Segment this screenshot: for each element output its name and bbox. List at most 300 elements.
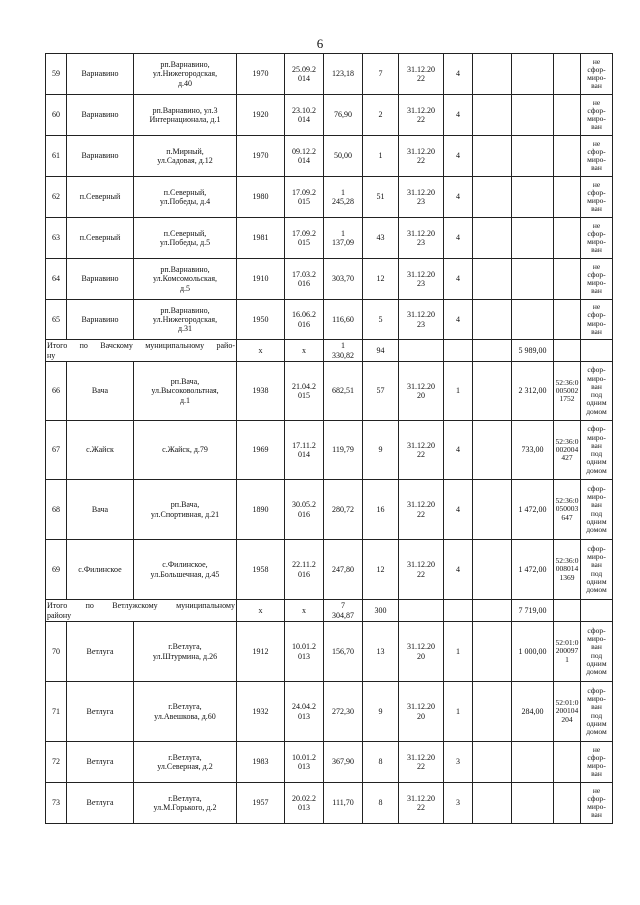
row-number-line: 71	[52, 706, 60, 716]
settlement	[67, 421, 134, 480]
address-line: ул.Авешкова, д.60	[154, 711, 216, 721]
empty-cell	[473, 136, 512, 177]
row-number-line: 64	[52, 274, 60, 284]
cadastral-number	[554, 480, 581, 540]
settlement	[67, 540, 134, 600]
address-line: с.Филинское,	[162, 560, 208, 570]
total-land-area	[512, 340, 554, 362]
land-status-line: сфор-	[587, 752, 606, 762]
page-number: 6	[316, 36, 324, 51]
land-status-line: ван	[591, 245, 602, 255]
total-label-line: ну	[47, 350, 56, 360]
settlement	[67, 95, 134, 136]
reason-code	[444, 682, 473, 742]
build-year	[237, 300, 285, 340]
resettlement-term-line: 31.12.20	[407, 752, 435, 762]
residents-count-line: 9	[378, 445, 383, 455]
land-status-line: сфор-	[587, 424, 606, 434]
area	[324, 622, 363, 682]
address	[134, 421, 237, 480]
address	[134, 362, 237, 421]
row-number	[46, 136, 67, 177]
residents-count	[363, 742, 399, 783]
land-status-line: миро-	[587, 114, 606, 123]
empty-cell	[554, 340, 581, 362]
build-year	[237, 136, 285, 177]
residents-count	[363, 300, 399, 340]
land-area	[512, 136, 554, 177]
cadastral-number-line: 200104	[555, 706, 579, 716]
empty-cell	[473, 95, 512, 136]
area-line: 1	[341, 228, 345, 238]
cadastral-number	[554, 54, 581, 95]
cadastral-number-line: 647	[561, 512, 573, 522]
land-status	[581, 682, 613, 742]
reason-code	[444, 259, 473, 300]
land-status-line: не	[592, 744, 601, 754]
area-line: 76,90	[334, 110, 352, 120]
area	[324, 177, 363, 218]
land-area	[512, 742, 554, 783]
address	[134, 259, 237, 300]
reason-code-line: 4	[456, 233, 460, 243]
land-status-line: миро-	[587, 432, 606, 442]
recognition-date-line: 17.11.2	[292, 440, 316, 450]
area-line: 111,70	[332, 798, 354, 808]
resettlement-term	[399, 259, 444, 300]
area-line: 123,18	[332, 69, 354, 79]
area	[324, 421, 363, 480]
residents-count	[363, 421, 399, 480]
area-line: 137,09	[332, 238, 354, 247]
empty-cell	[399, 600, 444, 622]
land-status-line: не	[592, 261, 601, 271]
cadastral-number	[554, 682, 581, 742]
recognition-date	[285, 622, 324, 682]
land-status-line: сфор-	[587, 793, 606, 803]
land-area	[512, 682, 554, 742]
empty-cell	[473, 362, 512, 421]
empty-cell	[473, 218, 512, 259]
reason-code-line: 4	[456, 564, 460, 574]
build-year	[237, 218, 285, 259]
recognition-date	[285, 742, 324, 783]
cadastral-number-line: 52:01:0	[555, 638, 579, 648]
cadastral-number-line: 52:36:0	[555, 377, 579, 387]
land-area-line: 733,00	[521, 445, 544, 455]
land-status	[581, 136, 613, 177]
recognition-date-line: 30.05.2	[292, 500, 316, 510]
cadastral-number-line: 008014	[555, 564, 579, 574]
reason-code	[444, 177, 473, 218]
build-year-line: 1957	[252, 798, 269, 808]
empty-cell	[473, 300, 512, 340]
cadastral-number	[554, 421, 581, 480]
total-label-line: району	[47, 610, 72, 620]
land-status-line: одним	[586, 516, 607, 526]
land-status-line: под	[590, 710, 603, 720]
land-status	[581, 742, 613, 783]
residents-count-line: 9	[378, 706, 383, 716]
cadastral-number	[554, 540, 581, 600]
recognition-date	[285, 480, 324, 540]
resettlement-term-line: 22	[417, 74, 425, 83]
residents-count	[363, 95, 399, 136]
resettlement-term-line: 20	[417, 711, 425, 721]
address-line: рп.Вача,	[170, 500, 200, 510]
total-area-line: 7	[341, 601, 345, 611]
cadastral-number	[554, 742, 581, 783]
reason-code	[444, 421, 473, 480]
settlement	[67, 54, 134, 95]
resettlement-term-line: 22	[417, 803, 425, 812]
row-number-line: 63	[52, 233, 60, 243]
table-row	[46, 300, 613, 340]
address-line: д.40	[177, 78, 193, 88]
reason-code-line: 4	[456, 504, 460, 514]
land-status-line: сфор-	[587, 146, 606, 156]
recognition-date-line: 014	[298, 156, 310, 165]
land-status	[581, 95, 613, 136]
address-line: г.Ветлуга,	[168, 752, 202, 762]
address	[134, 480, 237, 540]
empty-cell	[581, 600, 613, 622]
resettlement-term	[399, 136, 444, 177]
empty-cell	[473, 421, 512, 480]
row-number	[46, 54, 67, 95]
table-row	[46, 421, 613, 480]
address-line: г.Ветлуга,	[168, 793, 202, 803]
address-line: с.Жайск, д.79	[162, 445, 208, 455]
row-number-line: 62	[52, 192, 60, 202]
empty-cell	[473, 177, 512, 218]
cadastral-number	[554, 783, 581, 824]
recognition-date	[285, 540, 324, 600]
settlement-line: Варнавино	[81, 110, 119, 120]
residents-count	[363, 480, 399, 540]
resettlement-term-line: 23	[417, 319, 425, 329]
total-residents	[363, 340, 399, 362]
land-status-line: миро-	[587, 634, 606, 643]
land-status-line: миро-	[587, 73, 606, 82]
row-number-line: 60	[52, 110, 60, 120]
residents-count-line: 43	[376, 233, 385, 243]
row-number	[46, 421, 67, 480]
land-status-line: не	[592, 785, 601, 795]
land-area	[512, 783, 554, 824]
empty-cell	[473, 742, 512, 783]
recognition-date-line: 16.06.2	[292, 310, 316, 320]
settlement-line: Ветлуга	[86, 646, 114, 656]
address-line: ул.Большечная, д.45	[150, 569, 220, 579]
residents-count-line: 12	[376, 274, 385, 284]
address-line: рп.Варнавино, ул.3	[152, 105, 218, 115]
resettlement-term	[399, 682, 444, 742]
table-row	[46, 218, 613, 259]
address-line: д.5	[179, 283, 191, 293]
land-status-line: одним	[586, 658, 607, 668]
area-line: 280,72	[332, 504, 354, 514]
resettlement-term-line: 31.12.20	[407, 642, 435, 652]
row-number-line: 59	[52, 69, 60, 79]
residents-count	[363, 682, 399, 742]
resettlement-term-line: 23	[417, 279, 425, 288]
area	[324, 136, 363, 177]
reason-code	[444, 480, 473, 540]
recognition-date-line: 014	[298, 115, 310, 124]
recognition-date-line: 013	[298, 803, 310, 812]
address	[134, 177, 237, 218]
recognition-date-line: 016	[298, 569, 310, 579]
total-row	[46, 600, 613, 622]
reason-code	[444, 95, 473, 136]
address	[134, 95, 237, 136]
settlement	[67, 300, 134, 340]
residents-count-line: 8	[378, 798, 383, 808]
resettlement-term-line: 22	[417, 450, 425, 459]
reason-code	[444, 362, 473, 421]
empty-cell	[473, 783, 512, 824]
settlement-line: Варнавино	[81, 314, 119, 324]
land-status	[581, 218, 613, 259]
total-year	[237, 600, 285, 622]
recognition-date-line: 17.09.2	[292, 187, 316, 197]
cadastral-number-line: 52:01:0	[555, 698, 579, 708]
build-year-line: 1950	[252, 314, 269, 324]
land-status-line: сфор-	[587, 105, 606, 115]
residents-count	[363, 783, 399, 824]
total-label	[46, 600, 237, 622]
recognition-date	[285, 259, 324, 300]
build-year-line: 1981	[252, 233, 269, 243]
settlement	[67, 742, 134, 783]
reason-code	[444, 300, 473, 340]
build-year	[237, 622, 285, 682]
address	[134, 54, 237, 95]
land-area-line: 1 000,00	[518, 646, 547, 656]
build-year-line: 1890	[252, 504, 269, 514]
area	[324, 362, 363, 421]
area-line: 119,79	[332, 445, 354, 455]
resettlement-term	[399, 742, 444, 783]
area-line: 245,28	[332, 197, 354, 206]
land-status	[581, 300, 613, 340]
land-status-line: ван	[591, 122, 602, 132]
recognition-date-line: 10.01.2	[292, 642, 316, 652]
area-line: 367,90	[332, 757, 354, 767]
address	[134, 136, 237, 177]
build-year	[237, 421, 285, 480]
row-number	[46, 218, 67, 259]
land-status-line: ван	[591, 381, 602, 391]
land-status-line: ван	[591, 769, 602, 779]
settlement-line: Варнавино	[81, 274, 119, 284]
land-status-line: миро-	[587, 237, 606, 246]
total-area	[324, 340, 363, 362]
address-line: п.Северный,	[163, 228, 207, 238]
row-number-line: 73	[52, 798, 60, 808]
residents-count-line: 13	[376, 646, 385, 656]
land-status	[581, 54, 613, 95]
empty-cell	[473, 600, 512, 622]
residents-count-line: 1	[378, 151, 383, 161]
resettlement-term	[399, 95, 444, 136]
land-status-line: не	[592, 56, 601, 66]
total-residents	[363, 600, 399, 622]
resettlement-term-line: 31.12.20	[407, 793, 435, 803]
resettlement-term-line: 31.12.20	[407, 500, 435, 510]
land-status-line: сфор-	[587, 64, 606, 74]
land-status	[581, 622, 613, 682]
settlement-line: Ветлуга	[86, 757, 114, 767]
cadastral-number-line: 52:36:0	[555, 556, 579, 566]
recognition-date	[285, 54, 324, 95]
cadastral-number	[554, 136, 581, 177]
total-year	[237, 340, 285, 362]
area	[324, 783, 363, 824]
land-area	[512, 95, 554, 136]
land-status-line: миро-	[587, 492, 606, 501]
land-status	[581, 362, 613, 421]
land-status-line: одним	[586, 398, 607, 408]
recognition-date-line: 016	[298, 319, 310, 329]
row-number	[46, 682, 67, 742]
recognition-date-line: 20.02.2	[292, 793, 316, 803]
land-status-line: сфор-	[587, 483, 606, 493]
resettlement-term	[399, 177, 444, 218]
land-area	[512, 177, 554, 218]
build-year-line: 1970	[252, 69, 269, 79]
address-line: ул.Северная, д.2	[157, 762, 213, 771]
build-year	[237, 259, 285, 300]
land-status-line: домом	[586, 585, 607, 594]
empty-cell	[473, 540, 512, 600]
empty-cell	[473, 259, 512, 300]
land-status-line: сфор-	[587, 310, 606, 320]
resettlement-term-line: 31.12.20	[407, 560, 435, 570]
land-status-line: под	[590, 650, 603, 660]
resettlement-term-line: 22	[417, 509, 425, 519]
cadastral-number	[554, 362, 581, 421]
land-status	[581, 259, 613, 300]
residents-count-line: 57	[376, 386, 385, 396]
recognition-date-line: 014	[298, 450, 310, 459]
area-line: 116,60	[332, 314, 354, 324]
cadastral-number	[554, 95, 581, 136]
reason-code-line: 1	[456, 646, 460, 656]
empty-cell	[399, 340, 444, 362]
land-area-line: 2 312,00	[518, 386, 547, 396]
address	[134, 540, 237, 600]
cadastral-number	[554, 218, 581, 259]
address-line: г.Ветлуга,	[168, 702, 202, 712]
residents-count	[363, 622, 399, 682]
address-line: рп.Варнавино,	[160, 60, 210, 70]
recognition-date	[285, 783, 324, 824]
total-year-line: х	[258, 345, 263, 355]
total-area-line: 304,87	[332, 610, 354, 620]
land-status-line: одним	[586, 576, 607, 586]
address-line: ул.Высоковольтная,	[151, 386, 219, 396]
land-status-line: под	[590, 449, 603, 458]
residents-count-line: 51	[376, 192, 385, 202]
row-number	[46, 622, 67, 682]
settlement-line: Варнавино	[81, 151, 119, 161]
resettlement-term	[399, 480, 444, 540]
reason-code-line: 4	[456, 314, 460, 324]
address	[134, 742, 237, 783]
table-row	[46, 362, 613, 421]
land-status-line: не	[592, 179, 601, 189]
residents-count	[363, 259, 399, 300]
reason-code	[444, 742, 473, 783]
address-line: п.Северный,	[163, 187, 207, 197]
table-body	[46, 54, 613, 824]
settlement	[67, 622, 134, 682]
settlement-line: п.Северный	[79, 233, 121, 243]
resettlement-term-line: 31.12.20	[407, 187, 435, 197]
address-line: ул.М.Горького, д.2	[153, 803, 217, 812]
resettlement-term-line: 31.12.20	[407, 310, 435, 320]
area	[324, 95, 363, 136]
recognition-date	[285, 300, 324, 340]
resettlement-term-line: 22	[417, 115, 425, 124]
total-year-line: х	[258, 605, 263, 615]
cadastral-number-line: 002004	[555, 444, 579, 454]
land-status-line: не	[592, 302, 601, 311]
reason-code-line: 1	[456, 386, 460, 396]
land-status-line: сфор-	[587, 365, 606, 375]
residents-count	[363, 136, 399, 177]
row-number	[46, 540, 67, 600]
row-number	[46, 259, 67, 300]
cadastral-number	[554, 300, 581, 340]
area	[324, 682, 363, 742]
table-row	[46, 95, 613, 136]
area	[324, 742, 363, 783]
land-area	[512, 218, 554, 259]
row-number	[46, 95, 67, 136]
land-area	[512, 300, 554, 340]
land-status-line: не	[592, 220, 601, 230]
resettlement-term-line: 20	[417, 391, 425, 400]
total-label	[46, 340, 237, 362]
resettlement-term	[399, 783, 444, 824]
row-number	[46, 362, 67, 421]
land-status-line: миро-	[587, 318, 606, 328]
resettlement-term-line: 31.12.20	[407, 105, 435, 115]
row-number-line: 69	[52, 564, 60, 574]
settlement-line: п.Северный	[79, 192, 121, 202]
land-area	[512, 259, 554, 300]
land-status-line: сфор-	[587, 187, 606, 197]
land-status-line: сфор-	[587, 685, 606, 695]
address-line: рп.Варнавино,	[160, 305, 210, 315]
area	[324, 540, 363, 600]
resettlement-term-line: 31.12.20	[407, 64, 435, 74]
residents-count	[363, 177, 399, 218]
address-line: ул.Победы, д.4	[159, 197, 211, 206]
recognition-date-line: 25.09.2	[292, 64, 316, 74]
land-status-line: не	[592, 138, 601, 148]
row-number	[46, 742, 67, 783]
land-status	[581, 480, 613, 540]
land-status-line: под	[590, 568, 603, 578]
settlement	[67, 783, 134, 824]
land-status-line: ван	[591, 163, 602, 173]
recognition-date-line: 24.04.2	[292, 702, 316, 712]
build-year	[237, 95, 285, 136]
